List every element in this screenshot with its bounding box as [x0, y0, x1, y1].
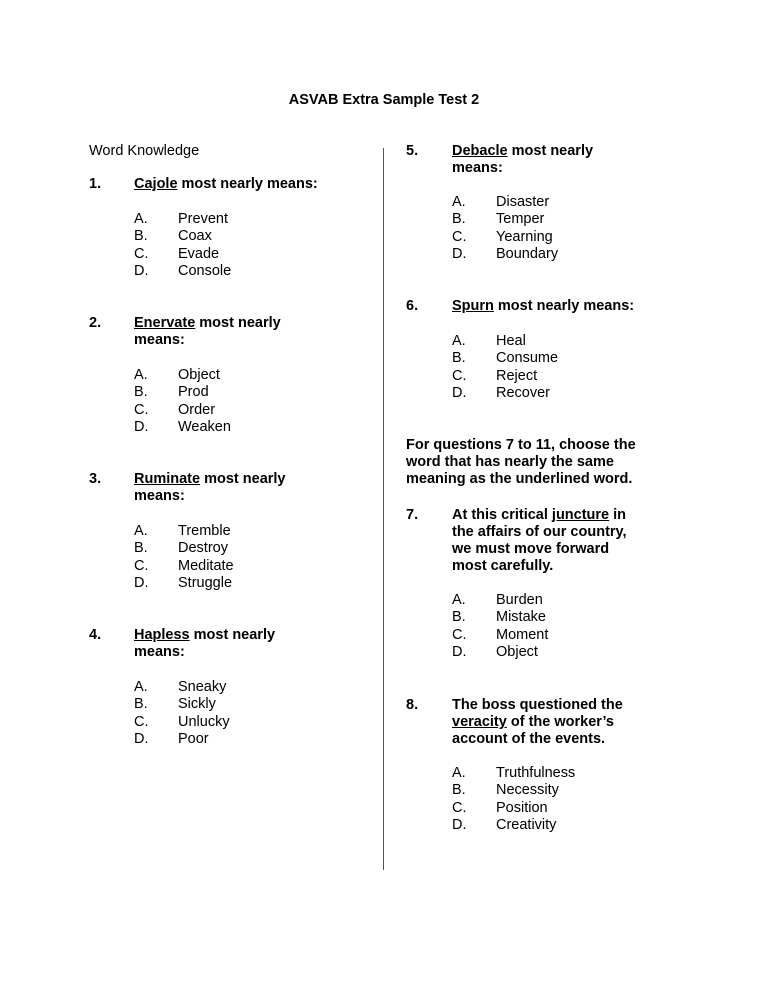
answer-options — [134, 211, 231, 280]
question-number: 1. — [89, 176, 102, 192]
option-text: Disaster — [496, 194, 550, 210]
option-text: Consume — [496, 350, 559, 367]
question-text-pre: At this critical — [452, 507, 552, 523]
answer-option[interactable] — [134, 402, 231, 419]
option-letter: C. — [452, 367, 467, 384]
answer-option[interactable] — [452, 644, 548, 661]
answer-option[interactable] — [452, 592, 548, 609]
option-letter: A. — [134, 211, 148, 227]
option-letter: B. — [134, 228, 148, 245]
answer-option[interactable] — [134, 558, 234, 575]
question-text-post: most nearly means: — [177, 176, 318, 192]
option-letter: B. — [134, 540, 148, 557]
option-letter: B. — [452, 782, 466, 799]
question-prompt — [134, 315, 306, 349]
answer-option[interactable] — [134, 714, 230, 731]
option-letter: D. — [452, 384, 467, 401]
option-letter: A. — [134, 367, 148, 383]
option-text: Yearning — [496, 228, 553, 245]
option-text: Boundary — [496, 245, 559, 262]
answer-option[interactable] — [452, 194, 558, 211]
option-text: Console — [178, 262, 232, 279]
question-number: 6. — [406, 298, 419, 314]
question-text-post: of the worker’s account of the events. — [452, 714, 614, 747]
answer-option[interactable] — [452, 350, 558, 367]
answer-option[interactable] — [452, 385, 558, 402]
option-letter: A. — [134, 679, 148, 695]
question-text-post: most nearly means: — [493, 298, 635, 314]
option-text: Coax — [178, 228, 212, 245]
option-letter: B. — [452, 350, 466, 367]
answer-option[interactable] — [134, 367, 231, 384]
option-text: Prevent — [178, 211, 228, 227]
option-text: Weaken — [178, 418, 231, 435]
option-text: Sneaky — [178, 679, 227, 695]
answer-option[interactable] — [452, 333, 558, 350]
option-text: Object — [178, 367, 220, 383]
option-letter: D. — [452, 816, 467, 833]
question-number: 3. — [89, 471, 102, 487]
option-letter: B. — [452, 609, 466, 626]
answer-options — [134, 523, 234, 592]
question-number: 2. — [89, 315, 102, 331]
option-letter: A. — [134, 523, 148, 539]
question-prompt — [452, 507, 644, 575]
option-text: Unlucky — [178, 713, 230, 730]
answer-option[interactable] — [452, 211, 558, 228]
question-text-post: most nearly means: — [452, 143, 594, 176]
option-text: Tremble — [178, 523, 231, 539]
underlined-word: veracity — [452, 714, 507, 730]
option-text: Truthfulness — [496, 765, 576, 781]
question-prompt — [134, 627, 306, 661]
answer-option[interactable] — [134, 419, 231, 436]
answer-option[interactable] — [452, 229, 558, 246]
answer-option[interactable] — [452, 609, 548, 626]
answer-option[interactable] — [134, 384, 231, 401]
answer-option[interactable] — [452, 817, 575, 834]
option-text: Struggle — [178, 574, 233, 591]
option-text: Creativity — [496, 816, 557, 833]
question-number: 4. — [89, 627, 102, 643]
question-number: 8. — [406, 697, 419, 713]
question-text-post: in the affairs of our country, we must move forward most carefully. — [452, 507, 627, 574]
option-letter: C. — [134, 401, 149, 418]
option-text: Evade — [178, 245, 220, 262]
section-heading: Word Knowledge — [89, 143, 200, 159]
option-text: Meditate — [178, 557, 234, 574]
option-text: Burden — [496, 592, 543, 608]
option-letter: D. — [134, 418, 149, 435]
question-prompt — [452, 143, 622, 177]
underlined-word: juncture — [551, 507, 610, 523]
option-text: Recover — [496, 384, 550, 401]
underlined-word: Hapless — [134, 627, 190, 643]
option-text: Mistake — [496, 609, 546, 626]
answer-options — [134, 367, 231, 436]
answer-option[interactable] — [134, 731, 230, 748]
option-letter: C. — [452, 626, 467, 643]
answer-option[interactable] — [452, 782, 575, 799]
question-text-pre: The boss questioned the — [452, 697, 623, 713]
option-letter: C. — [134, 557, 149, 574]
option-letter: D. — [452, 643, 467, 660]
option-text: Necessity — [496, 782, 559, 799]
option-letter: C. — [452, 228, 467, 245]
option-letter: A. — [452, 333, 466, 349]
question-prompt — [134, 176, 354, 193]
answer-options — [452, 765, 575, 834]
answer-option[interactable] — [134, 575, 234, 592]
underlined-word: Debacle — [452, 143, 508, 159]
underlined-word: Enervate — [134, 315, 196, 331]
question-number: 7. — [406, 507, 419, 523]
question-prompt — [134, 471, 306, 505]
option-text: Prod — [178, 384, 209, 401]
option-text: Position — [496, 799, 548, 816]
answer-options — [134, 679, 230, 748]
answer-option[interactable] — [452, 627, 548, 644]
option-letter: A. — [452, 765, 466, 781]
option-text: Poor — [178, 730, 209, 747]
option-text: Destroy — [178, 540, 228, 557]
column-divider — [383, 148, 384, 870]
answer-option[interactable] — [134, 540, 234, 557]
page-title: ASVAB Extra Sample Test 2 — [288, 92, 480, 108]
option-letter: B. — [134, 384, 148, 401]
option-letter: A. — [452, 194, 466, 210]
answer-option[interactable] — [134, 523, 234, 540]
question-prompt — [452, 298, 692, 315]
option-letter: A. — [452, 592, 466, 608]
option-text: Temper — [496, 211, 545, 228]
option-letter: B. — [134, 696, 148, 713]
question-prompt — [452, 697, 644, 748]
option-letter: D. — [452, 245, 467, 262]
answer-option[interactable] — [452, 765, 575, 782]
answer-options — [452, 592, 548, 661]
answer-option[interactable] — [134, 228, 231, 245]
answer-option[interactable] — [134, 679, 230, 696]
option-letter: C. — [134, 245, 149, 262]
option-letter: B. — [452, 211, 466, 228]
question-text-post: most nearly means: — [134, 471, 286, 504]
option-letter: D. — [134, 262, 149, 279]
answer-options — [452, 194, 558, 263]
answer-option[interactable] — [134, 211, 231, 228]
answer-option[interactable] — [134, 246, 231, 263]
answer-option[interactable] — [452, 246, 558, 263]
answer-option[interactable] — [134, 696, 230, 713]
underlined-word: Spurn — [452, 298, 494, 314]
question-number: 5. — [406, 143, 419, 159]
underlined-word: Ruminate — [134, 471, 201, 487]
option-letter: D. — [134, 730, 149, 747]
option-text: Heal — [496, 333, 526, 349]
option-letter: D. — [134, 574, 149, 591]
question-text-post: most nearly means: — [134, 315, 281, 348]
option-text: Object — [496, 643, 538, 660]
underlined-word: Cajole — [134, 176, 178, 192]
option-text: Sickly — [178, 696, 216, 713]
question-text-post: most nearly means: — [134, 627, 276, 660]
option-text: Moment — [496, 626, 549, 643]
answer-option[interactable] — [134, 263, 231, 280]
answer-options — [452, 333, 558, 402]
answer-option[interactable] — [452, 800, 575, 817]
option-letter: C. — [452, 799, 467, 816]
answer-option[interactable] — [452, 368, 558, 385]
instructions-text: For questions 7 to 11, choose the word that has nearly the same meaning as the underlined word. — [406, 437, 636, 487]
option-letter: C. — [134, 713, 149, 730]
option-text: Reject — [496, 367, 538, 384]
option-text: Order — [178, 401, 216, 418]
